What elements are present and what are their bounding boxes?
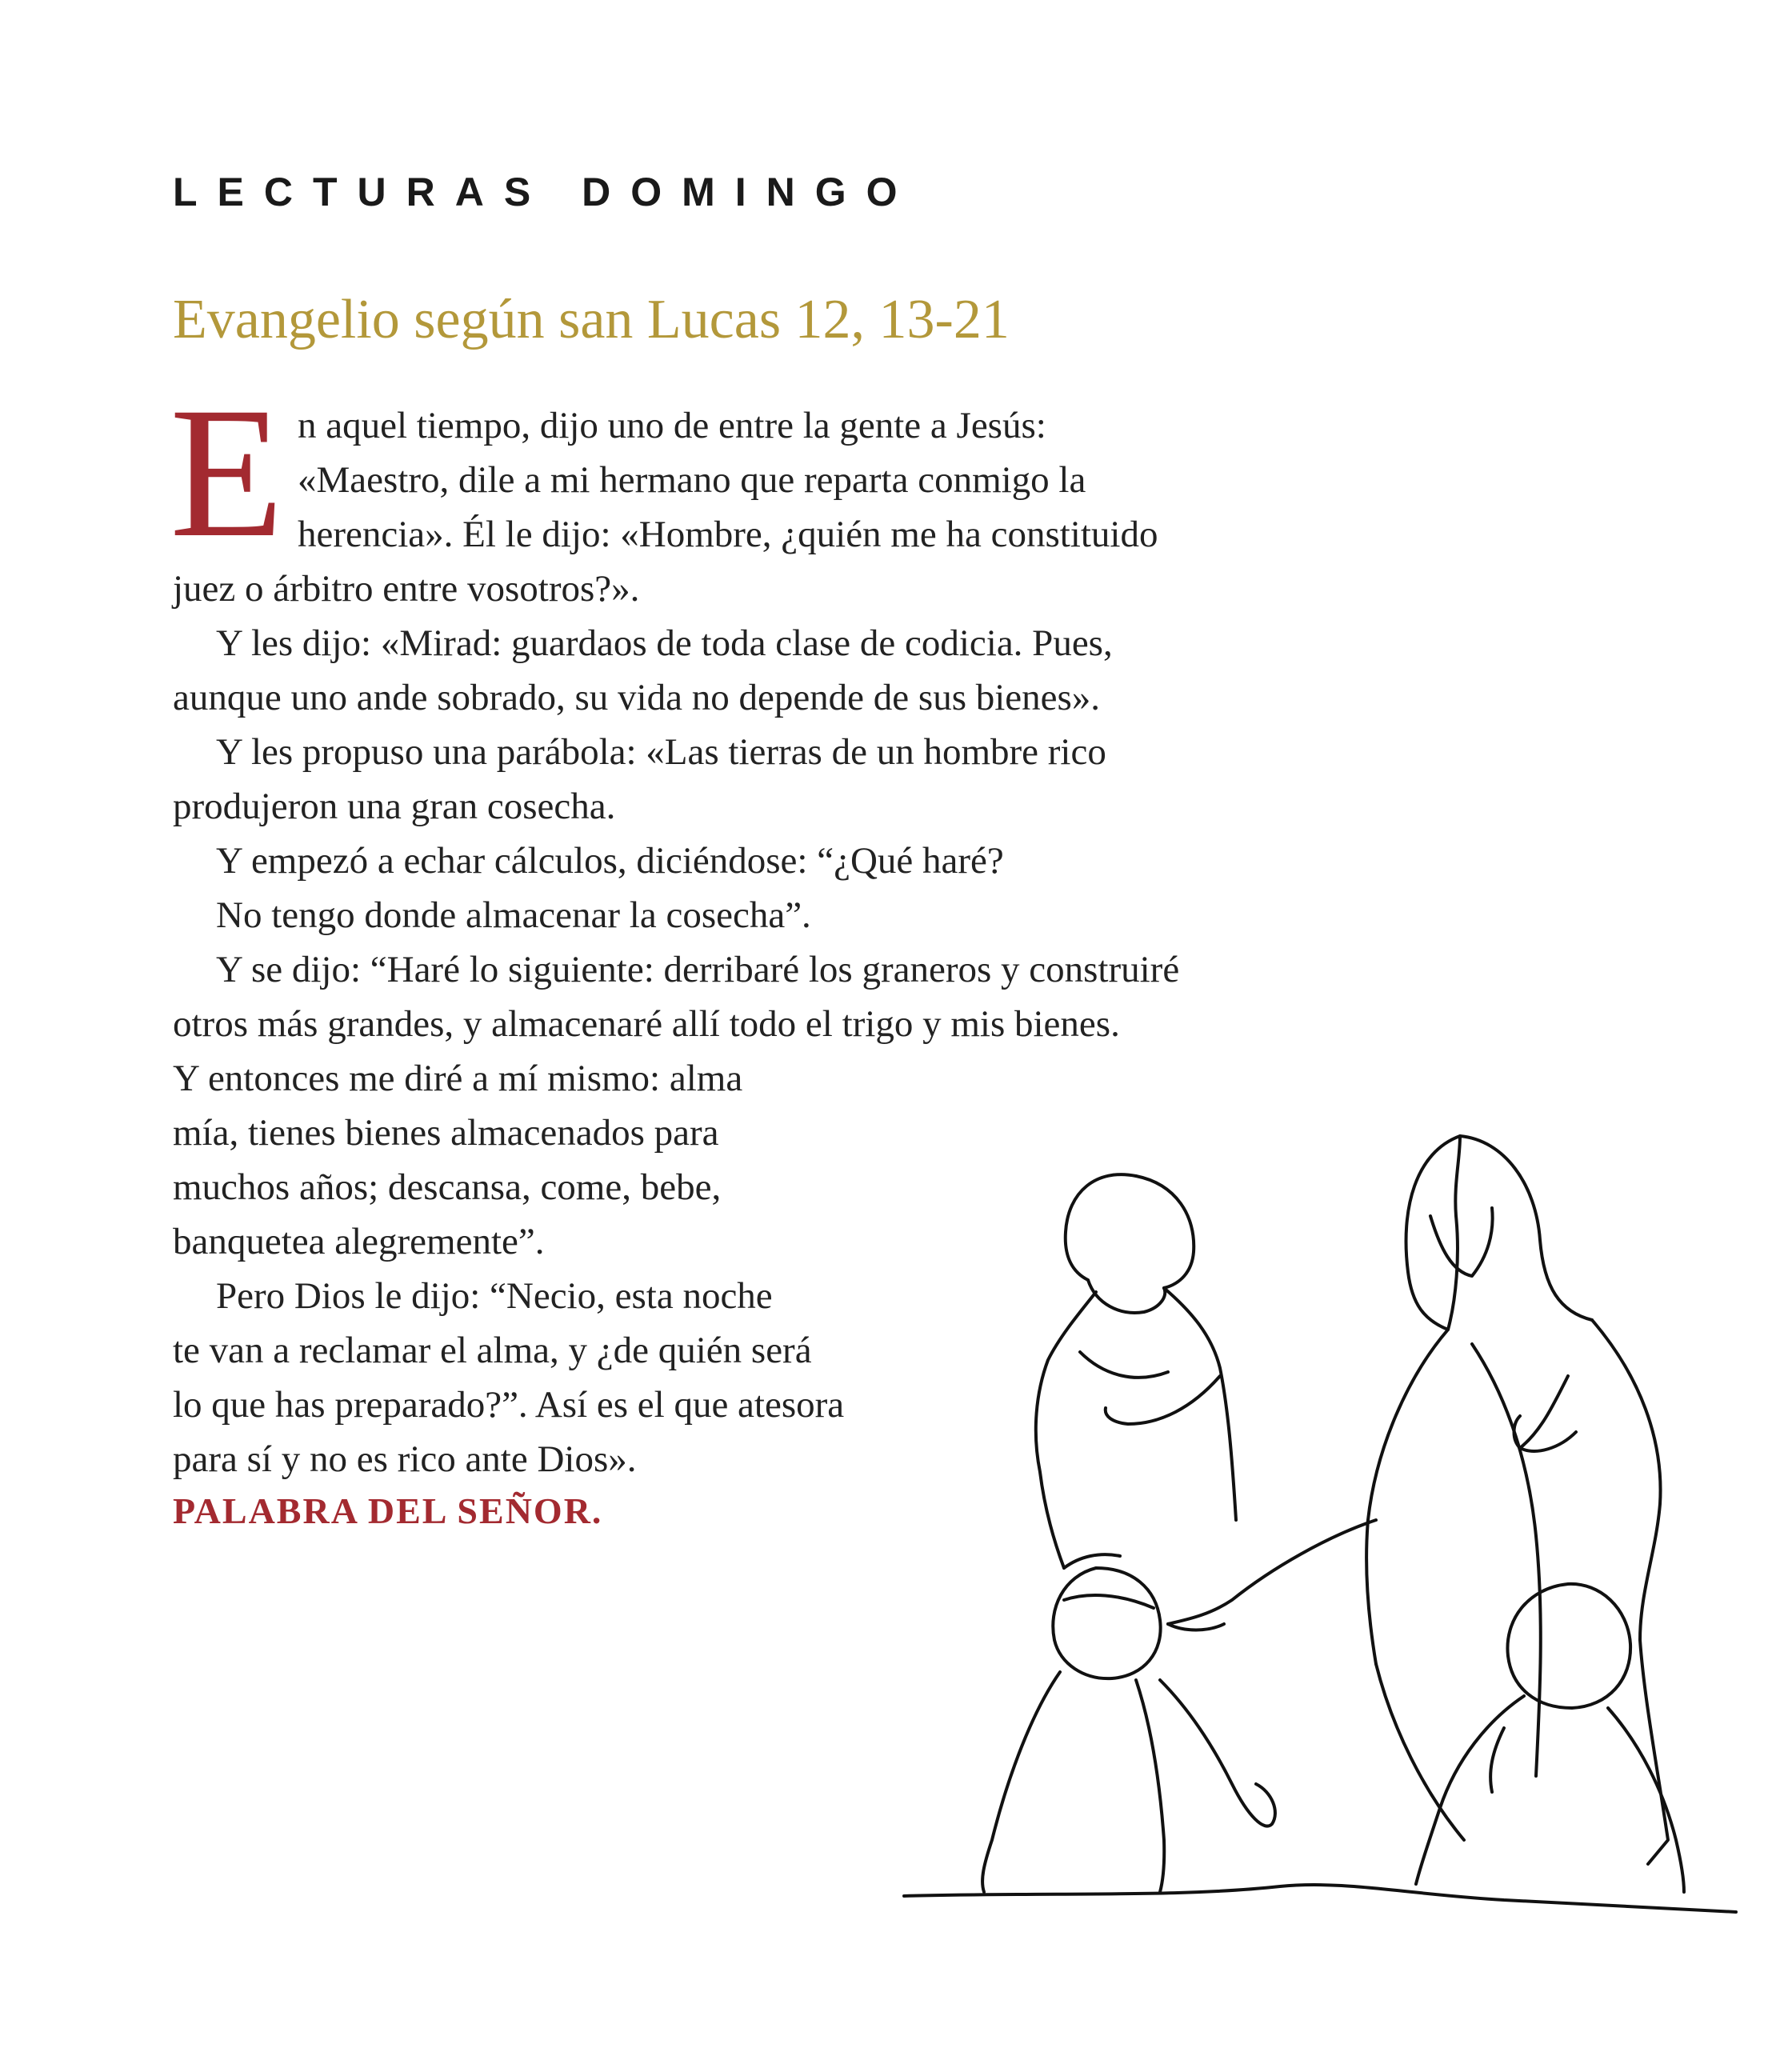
- section-label: LECTURAS DOMINGO: [173, 170, 918, 214]
- text-line-3: herencia». Él le dijo: «Hombre, ¿quién me ha constituido: [298, 514, 1158, 555]
- text-line-10: No tengo donde almacenar la cosecha”.: [216, 894, 811, 936]
- reading-title: Evangelio según san Lucas 12, 13-21: [173, 289, 1010, 350]
- line-drawing-jesus-with-disciples-icon: [896, 1120, 1744, 1944]
- text-line-1: n aquel tiempo, dijo uno de entre la gente a Jesús:: [298, 405, 1046, 446]
- text-line-9: Y empezó a echar cálculos, diciéndose: “¿Qué haré?: [216, 840, 1004, 882]
- text-line-14: mía, tienes bienes almacenados para: [173, 1112, 719, 1154]
- text-line-2: «Maestro, dile a mi hermano que reparta conmigo la: [298, 459, 1086, 501]
- text-line-12: otros más grandes, y almacenaré allí todo el trigo y mis bienes.: [173, 1003, 1120, 1045]
- text-line-15: muchos años; descansa, come, bebe,: [173, 1166, 722, 1208]
- text-line-18: te van a reclamar el alma, y ¿de quién será: [173, 1330, 812, 1371]
- text-line-5: Y les dijo: «Mirad: guardaos de toda clase de codicia. Pues,: [216, 622, 1113, 664]
- text-line-8: produjeron una gran cosecha.: [173, 786, 616, 827]
- drop-cap: E: [170, 368, 284, 576]
- text-line-4: juez o árbitro entre vosotros?».: [173, 568, 640, 610]
- text-line-20: para sí y no es rico ante Dios».: [173, 1438, 637, 1480]
- closing-phrase: PALABRA DEL SEÑOR.: [173, 1490, 603, 1531]
- text-line-13: Y entonces me diré a mí mismo: alma: [173, 1058, 743, 1099]
- text-line-7: Y les propuso una parábola: «Las tierras de un hombre rico: [216, 731, 1106, 773]
- text-line-11: Y se dijo: “Haré lo siguiente: derribaré los graneros y construiré: [216, 949, 1180, 990]
- text-line-6: aunque uno ande sobrado, su vida no depende de sus bienes».: [173, 677, 1101, 718]
- text-line-17: Pero Dios le dijo: “Necio, esta noche: [216, 1275, 773, 1317]
- text-line-16: banquetea alegremente”.: [173, 1221, 545, 1262]
- text-line-19: lo que has preparado?”. Así es el que atesora: [173, 1384, 845, 1426]
